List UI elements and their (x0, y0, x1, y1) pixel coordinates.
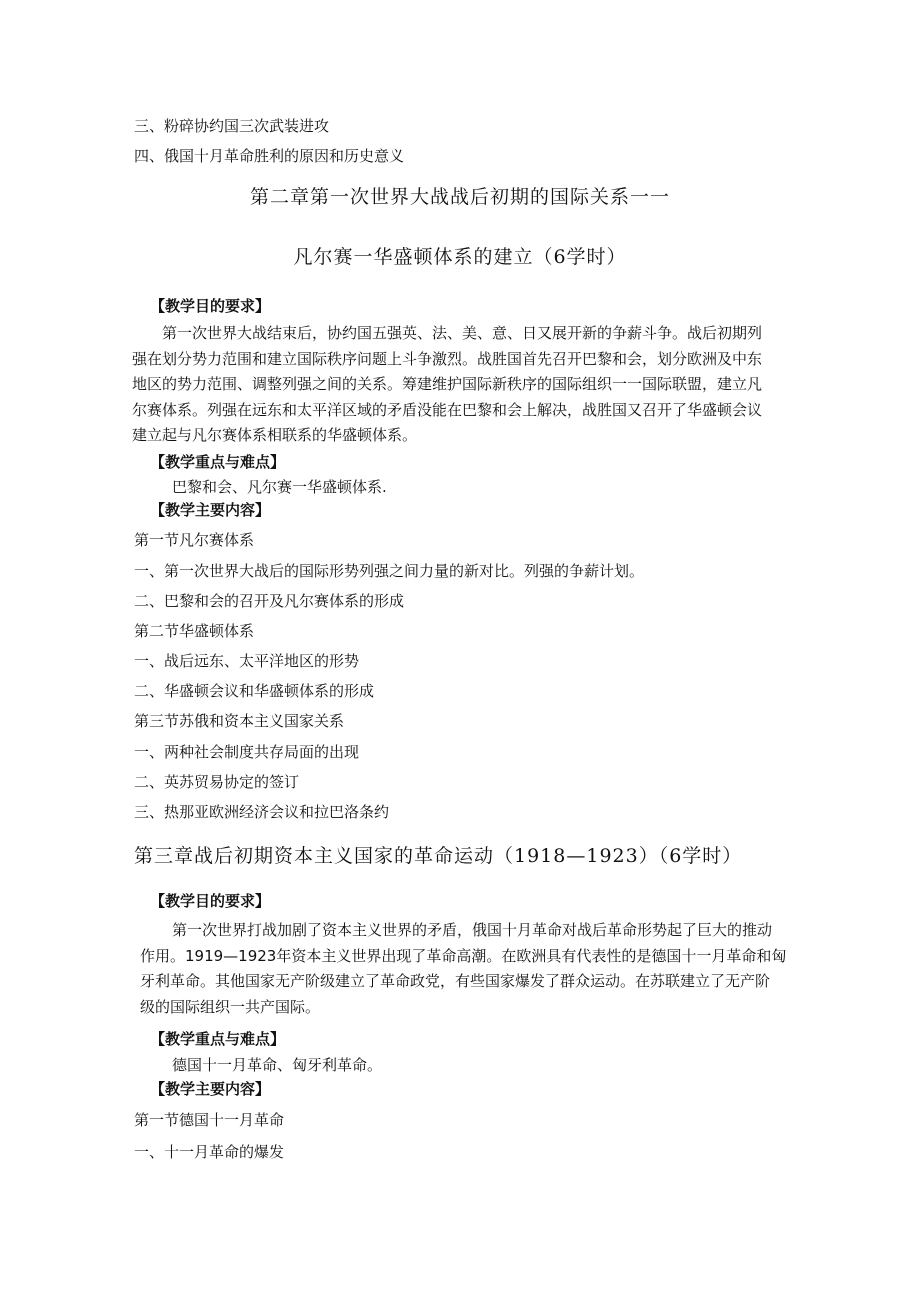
outline-item: 二、华盛顿会议和华盛顿体系的形成 (134, 682, 375, 700)
chapter3-title: 第三章战后初期资本主义国家的革命运动（1918—1923）（6学时） (134, 845, 743, 867)
paragraph-line: 第一次世界大战结束后，协约国五强英、法、美、意、日又展开新的争薪斗争。战后初期列 (162, 324, 763, 342)
outline-item: 一、第一次世界大战后的国际形势列强之间力量的新对比。列强的争薪计划。 (134, 562, 645, 580)
paragraph-line: 建立起与凡尔赛体系相联系的华盛顿体系。 (132, 426, 418, 444)
paragraph-line: 牙利革命。其他国家无产阶级建立了革命政党，有些国家爆发了群众运动。在苏联建立了无产阶 (140, 972, 771, 990)
chapter3-goal-paragraph (140, 918, 790, 1020)
chapter3-key-heading: 【教学重点与难点】 (150, 1030, 286, 1048)
outline-item: 一、两种社会制度共存局面的出现 (134, 743, 360, 761)
outline-item: 一、战后远东、太平洋地区的形势 (134, 652, 360, 670)
outline-item: 三、热那亚欧洲经济会议和拉巴洛条约 (134, 803, 390, 821)
outline-item: 四、俄国十月革命胜利的原因和历史意义 (134, 147, 405, 165)
outline-item: 二、英苏贸易协定的签订 (134, 773, 300, 791)
outline-item: 第一节凡尔赛体系 (134, 531, 255, 549)
chapter2-content-heading: 【教学主要内容】 (150, 501, 271, 519)
outline-item: 第一节德国十一月革命 (134, 1111, 285, 1129)
chapter2-title-line2: 凡尔赛一华盛顿体系的建立（6学时） (293, 246, 627, 268)
outline-item: 三、粉碎协约国三次武装进攻 (134, 117, 330, 135)
outline-item: 第二节华盛顿体系 (134, 622, 255, 640)
outline-item: 第三节苏俄和资本主义国家关系 (134, 712, 345, 730)
chapter2-goal-heading: 【教学目的要求】 (150, 297, 271, 315)
outline-item: 二、巴黎和会的召开及凡尔赛体系的形成 (134, 592, 405, 610)
chapter3-key-text: 德国十一月革命、匈牙利革命。 (172, 1056, 383, 1074)
chapter2-key-heading: 【教学重点与难点】 (150, 453, 286, 471)
chapter2-goal-paragraph (132, 321, 790, 449)
paragraph-line: 强在划分势力范围和建立国际秩序问题上斗争激烈。战胜国首先召开巴黎和会，划分欧洲及中东 (132, 349, 763, 368)
paragraph-line: 第一次世界打战加剧了资本主义世界的矛盾，俄国十月革命对战后革命形势起了巨大的推动 (172, 921, 773, 939)
chapter3-content-heading: 【教学主要内容】 (150, 1080, 271, 1098)
outline-item: 一、十一月革命的爆发 (134, 1143, 285, 1161)
paragraph-line: 地区的势力范围、调整列强之间的关系。筹建维护国际新秩序的国际组织一一国际联盟，建立凡 (132, 375, 763, 393)
chapter2-key-text: 巴黎和会、凡尔赛一华盛顿体系. (172, 478, 387, 496)
chapter3-goal-heading: 【教学目的要求】 (150, 892, 271, 910)
paragraph-line: 作用。1919—1923年资本主义世界出现了革命高潮。在欧洲具有代表性的是德国十一月革命和匈 (140, 946, 787, 965)
chapter2-title-line1: 第二章第一次世界大战战后初期的国际关系一一 (249, 186, 670, 208)
paragraph-line: 级的国际组织一共产国际。 (140, 997, 321, 1016)
paragraph-line: 尔赛体系。列强在远东和太平洋区域的矛盾没能在巴黎和会上解决，战胜国又召开了华盛顿会议 (132, 400, 763, 419)
